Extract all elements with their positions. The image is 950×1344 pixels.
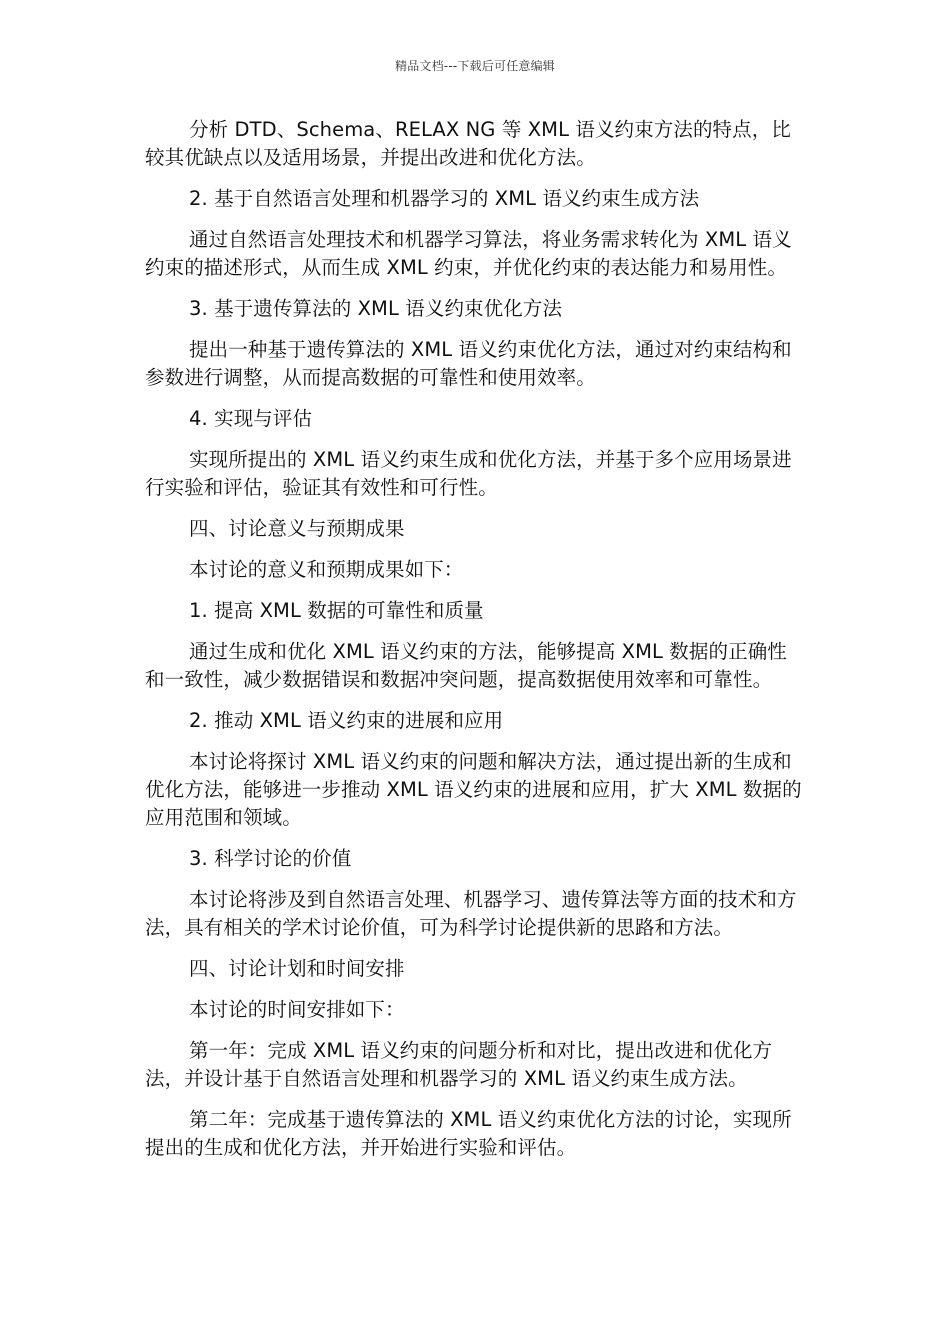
paragraph-reliability-quality: 通过生成和优化 XML 语义约束的方法，能够提高 XML 数据的正确性和一致性，减少数据错误和数据冲突问题，提高数据使用效率和可靠性。	[145, 640, 787, 691]
paragraph-year-two: 第二年：完成基于遗传算法的 XML 语义约束优化方法的讨论，实现所提出的生成和优化方法，并开始进行实验和评估。	[145, 1108, 792, 1159]
paragraph-schedule-intro: 本讨论的时间安排如下：	[189, 998, 405, 1021]
paragraph-promote-progress: 本讨论将探讨 XML 语义约束的问题和解决方法，通过提出新的生成和优化方法，能够进一步推动 XML 语义约束的进展和应用，扩大 XML 数据的应用范围和领域。	[145, 750, 802, 829]
paragraph-scientific-value: 本讨论将涉及到自然语言处理、机器学习、遗传算法等方面的技术和方法，具有相关的学术讨论价值，可为科学讨论提供新的思路和方法。	[145, 888, 797, 939]
paragraph-constraint-analysis: 分析 DTD、Schema、RELAX NG 等 XML 语义约束方法的特点，比较其优缺点以及适用场景，并提出改进和优化方法。	[145, 118, 791, 169]
heading-scientific-value: 3. 科学讨论的价值	[189, 847, 352, 870]
section-heading-significance: 四、讨论意义与预期成果	[189, 517, 405, 540]
paragraph-year-one: 第一年：完成 XML 语义约束的问题分析和对比，提出改进和优化方法，并设计基于自然语言处理和机器学习的 XML 语义约束生成方法。	[145, 1039, 773, 1090]
paragraph-significance-intro: 本讨论的意义和预期成果如下：	[189, 558, 464, 581]
paragraph-genetic-optimization: 提出一种基于遗传算法的 XML 语义约束优化方法，通过对约束结构和参数进行调整，从而提高数据的可靠性和使用效率。	[145, 338, 792, 389]
page-header: 精品文档---下载后可任意编辑	[395, 59, 555, 73]
paragraph-implementation-evaluation: 实现所提出的 XML 语义约束生成和优化方法，并基于多个应用场景进行实验和评估，验证其有效性和可行性。	[145, 448, 792, 499]
document-body	[145, 116, 805, 1175]
heading-implementation-evaluation: 4. 实现与评估	[189, 407, 313, 430]
heading-promote-progress: 2. 推动 XML 语义约束的进展和应用	[189, 709, 504, 732]
section-heading-schedule: 四、讨论计划和时间安排	[189, 957, 405, 980]
heading-nlp-ml-generation: 2. 基于自然语言处理和机器学习的 XML 语义约束生成方法	[189, 187, 700, 210]
heading-genetic-optimization: 3. 基于遗传算法的 XML 语义约束优化方法	[189, 297, 563, 320]
heading-reliability-quality: 1. 提高 XML 数据的可靠性和质量	[189, 599, 484, 622]
paragraph-nlp-ml-generation: 通过自然语言处理技术和机器学习算法，将业务需求转化为 XML 语义约束的描述形式，从而生成 XML 约束，并优化约束的表达能力和易用性。	[145, 228, 792, 279]
